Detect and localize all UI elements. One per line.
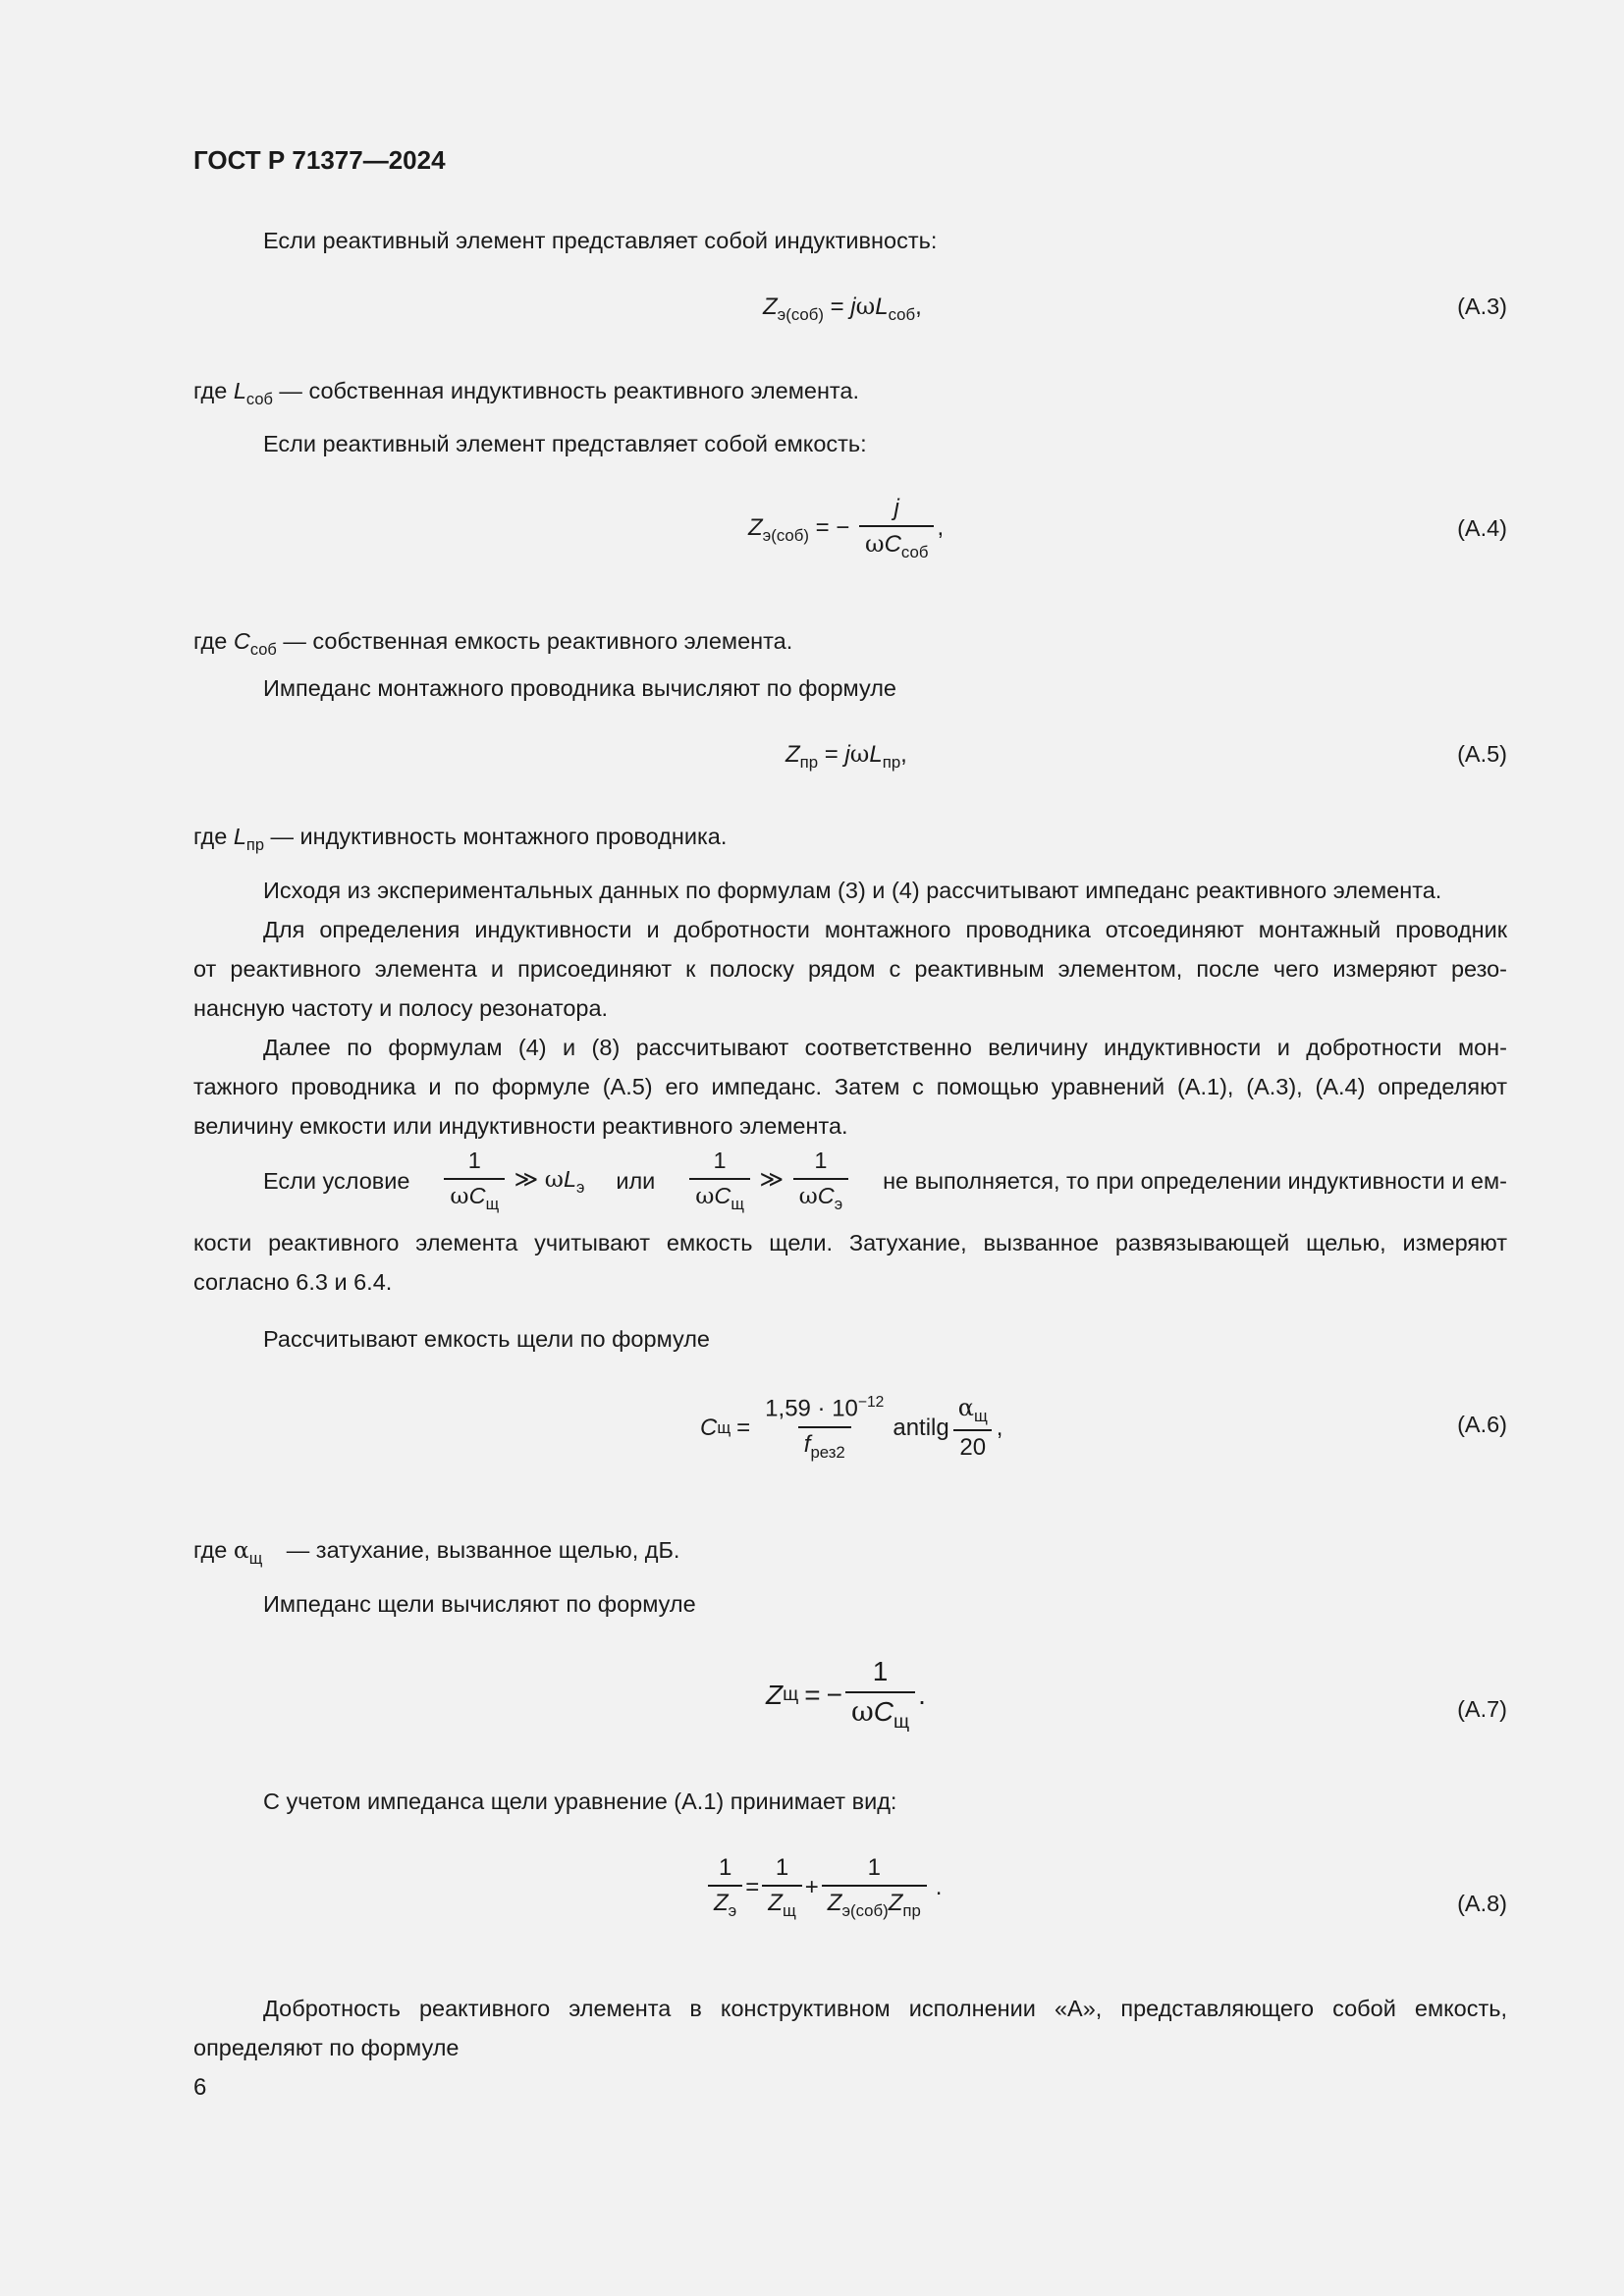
symbol: α [957,1393,974,1421]
paragraph-line: Добротность реактивного элемента в конструктивном исполнении «А», представляющего собой емкость, [263,1996,1507,2021]
symbol: L [563,1166,577,1193]
symbol: Z [714,1890,729,1917]
symbol: ω [544,1165,564,1194]
formula-a4 [748,496,944,562]
paragraph-line: согласно 6.3 и 6.4. [193,1269,393,1295]
where-clause-inductance [193,371,859,419]
symbol: Z [748,514,763,542]
subscript: щ [893,1710,910,1733]
equation-number: (А.7) [1457,1696,1507,1722]
symbol: Z [763,294,778,320]
formula-a6 [700,1394,1002,1462]
symbol: L [233,378,246,403]
formula-a3 [763,293,922,325]
denominator [822,1885,927,1920]
paragraph-capacitance-intro: Если реактивный элемент представляет собой емкость: [263,431,867,456]
denominator: 20 [953,1429,992,1461]
symbol: , [937,514,945,542]
symbol: . [935,1874,943,1901]
subscript: соб [249,640,277,659]
where-word: где [193,628,228,654]
denominator [793,1178,849,1213]
symbol: , [900,741,907,768]
subscript: щ [717,1417,731,1437]
subscript: щ [973,1406,988,1425]
symbol: f [803,1430,811,1458]
paragraph-line: нансную частоту и полосу резонатора. [193,995,609,1021]
formula-a7 [766,1657,926,1733]
fraction [759,1394,890,1462]
symbol: C [468,1182,486,1208]
subscript: пр [882,752,901,772]
condition-text: или [616,1167,656,1194]
where-word: где [193,1537,228,1563]
symbol: j [844,741,850,768]
subscript: э(соб) [777,304,824,324]
symbol: ω [695,1181,715,1209]
condition-text: не выполняется, то при определении индуктивности и ем- [883,1167,1507,1194]
subscript: э [576,1178,585,1197]
paragraph-equation-form: С учетом импеданса щели уравнение (А.1) принимает вид: [263,1789,897,1814]
symbol: = [830,294,844,320]
fraction [822,1855,927,1921]
numerator: 1 [814,1148,828,1173]
symbol: C [700,1414,718,1441]
numerator: 1 [872,1656,889,1686]
paragraph-inductance-intro: Если реактивный элемент представляет собой индуктивность: [263,228,938,253]
fraction [859,496,934,562]
subscript: щ [783,1683,799,1706]
where-text: — собственная индуктивность реактивного элемента. [279,378,860,403]
symbol: = [815,514,830,542]
numerator: 1 [775,1854,789,1881]
denominator [762,1885,801,1920]
formula-a8 [705,1855,942,1921]
paragraph-line: величину емкости или индуктивности реактивного элемента. [193,1113,848,1139]
condition-text: Если условие [263,1167,410,1194]
subscript: щ [485,1195,500,1213]
symbol: C [714,1182,731,1208]
subscript: щ [731,1195,744,1213]
symbol: = [824,741,839,768]
fraction [762,1855,801,1921]
condition-formula-1 [441,1148,584,1213]
denominator [689,1178,750,1213]
subscript: пр [902,1901,921,1921]
subscript: соб [900,543,929,562]
symbol: Z [785,741,800,768]
symbol: , [915,294,922,320]
denominator [708,1885,742,1920]
numerator [759,1394,890,1426]
symbol: Z [888,1890,903,1917]
formula-a5 [785,740,907,773]
paragraph-line: кости реактивного элемента учитывают емкость щели. Затухание, вызванное развязывающей щелью, измеряют [193,1230,1507,1255]
fraction [444,1148,505,1213]
fraction [845,1657,915,1733]
symbol: = [736,1414,751,1441]
paragraph-gap-impedance: Импеданс щели вычисляют по формуле [263,1591,696,1617]
function: antilg [893,1414,949,1441]
symbol: , [996,1414,1003,1441]
subscript: э(соб) [762,526,809,546]
symbol: L [869,741,883,768]
symbol: ≫ [514,1166,539,1193]
symbol: C [233,628,250,654]
symbol: ω [864,530,885,559]
symbol: ω [855,293,876,320]
subscript: э [834,1195,843,1213]
fraction [708,1855,742,1921]
symbol: j [850,294,856,320]
where-clause-attenuation [193,1530,679,1578]
fraction [689,1148,750,1213]
symbol: ω [450,1181,469,1209]
symbol: Z [827,1890,842,1917]
symbol: ≫ [759,1166,785,1193]
equation-number: (А.6) [1457,1412,1507,1437]
symbol: α [233,1536,249,1564]
symbol: . [918,1679,926,1710]
numerator: 1 [718,1854,732,1881]
symbol: Z [768,1890,783,1917]
paragraph-line: тажного проводника и по формуле (А.5) его импеданс. Затем с помощью уравнений (А.1), (А.3), (А.4) определяют [193,1074,1507,1099]
where-clause-conductor [193,817,727,865]
subscript: щ [782,1901,796,1921]
equation-number: (А.5) [1457,741,1507,767]
symbol: L [233,824,246,849]
paragraph-line: Для определения индуктивности и добротности монтажного проводника отсоединяют монтажный проводник [263,917,1507,942]
subscript: рез2 [810,1442,845,1462]
symbol: L [875,294,889,320]
subscript: э(соб) [841,1901,889,1921]
equation-number: (А.3) [1457,294,1507,319]
symbol: Z [766,1679,784,1710]
subscript: э [728,1901,737,1921]
paragraph-line: Далее по формулам (4) и (8) рассчитывают соответственно величину индуктивности и добротности мон- [263,1035,1507,1060]
subscript: пр [799,752,819,772]
paragraph-experimental: Исходя из экспериментальных данных по формулам (3) и (4) рассчитывают импеданс реактивного элемента. [263,878,1442,903]
symbol: ω [849,740,870,768]
symbol: ω [798,1181,818,1209]
symbol: = [804,1679,821,1710]
condition-line [263,1148,1507,1213]
numerator [952,1395,994,1429]
where-clause-capacitance [193,621,792,669]
symbol: C [873,1695,894,1727]
numerator: j [893,495,899,521]
where-text: — собственная емкость реактивного элемента. [283,628,793,654]
page-number: 6 [193,2074,207,2101]
symbol: − [826,1679,842,1710]
subscript: пр [245,835,264,854]
paragraph-conductor-impedance: Импеданс монтажного проводника вычисляют по формуле [263,675,896,701]
exponent: −12 [857,1394,885,1411]
where-text: — затухание, вызванное щелью, дБ. [286,1537,680,1563]
numerator: 1 [467,1148,481,1173]
symbol: ω [850,1694,874,1728]
subscript: щ [248,1549,263,1568]
symbol: − [836,514,850,542]
symbol: = [745,1874,760,1901]
paragraph-line: определяют по формуле [193,2035,460,2060]
symbol: C [817,1182,835,1208]
where-word: где [193,824,228,849]
denominator [798,1426,851,1462]
paragraph-line: от реактивного элемента и присоединяют к полоску рядом с реактивным элементом, после чего измеряют резо- [193,956,1507,982]
constant: 1,59 · 10 [765,1395,858,1422]
where-word: где [193,378,228,403]
denominator [444,1178,505,1213]
numerator: 1 [867,1854,881,1881]
fraction [793,1148,849,1213]
symbol: C [884,531,901,559]
numerator: 1 [713,1148,727,1173]
equation-number: (А.4) [1457,515,1507,541]
denominator [859,525,934,561]
equation-number: (А.8) [1457,1891,1507,1916]
subscript: соб [245,390,273,408]
denominator [845,1691,915,1733]
document-header: ГОСТ Р 71377—2024 [193,145,446,175]
fraction [952,1395,994,1462]
symbol: + [804,1874,819,1901]
condition-formula-2 [686,1148,851,1213]
subscript: соб [888,304,916,324]
where-text: — индуктивность монтажного проводника. [270,824,728,849]
paragraph-gap-capacitance: Рассчитывают емкость щели по формуле [263,1326,711,1352]
